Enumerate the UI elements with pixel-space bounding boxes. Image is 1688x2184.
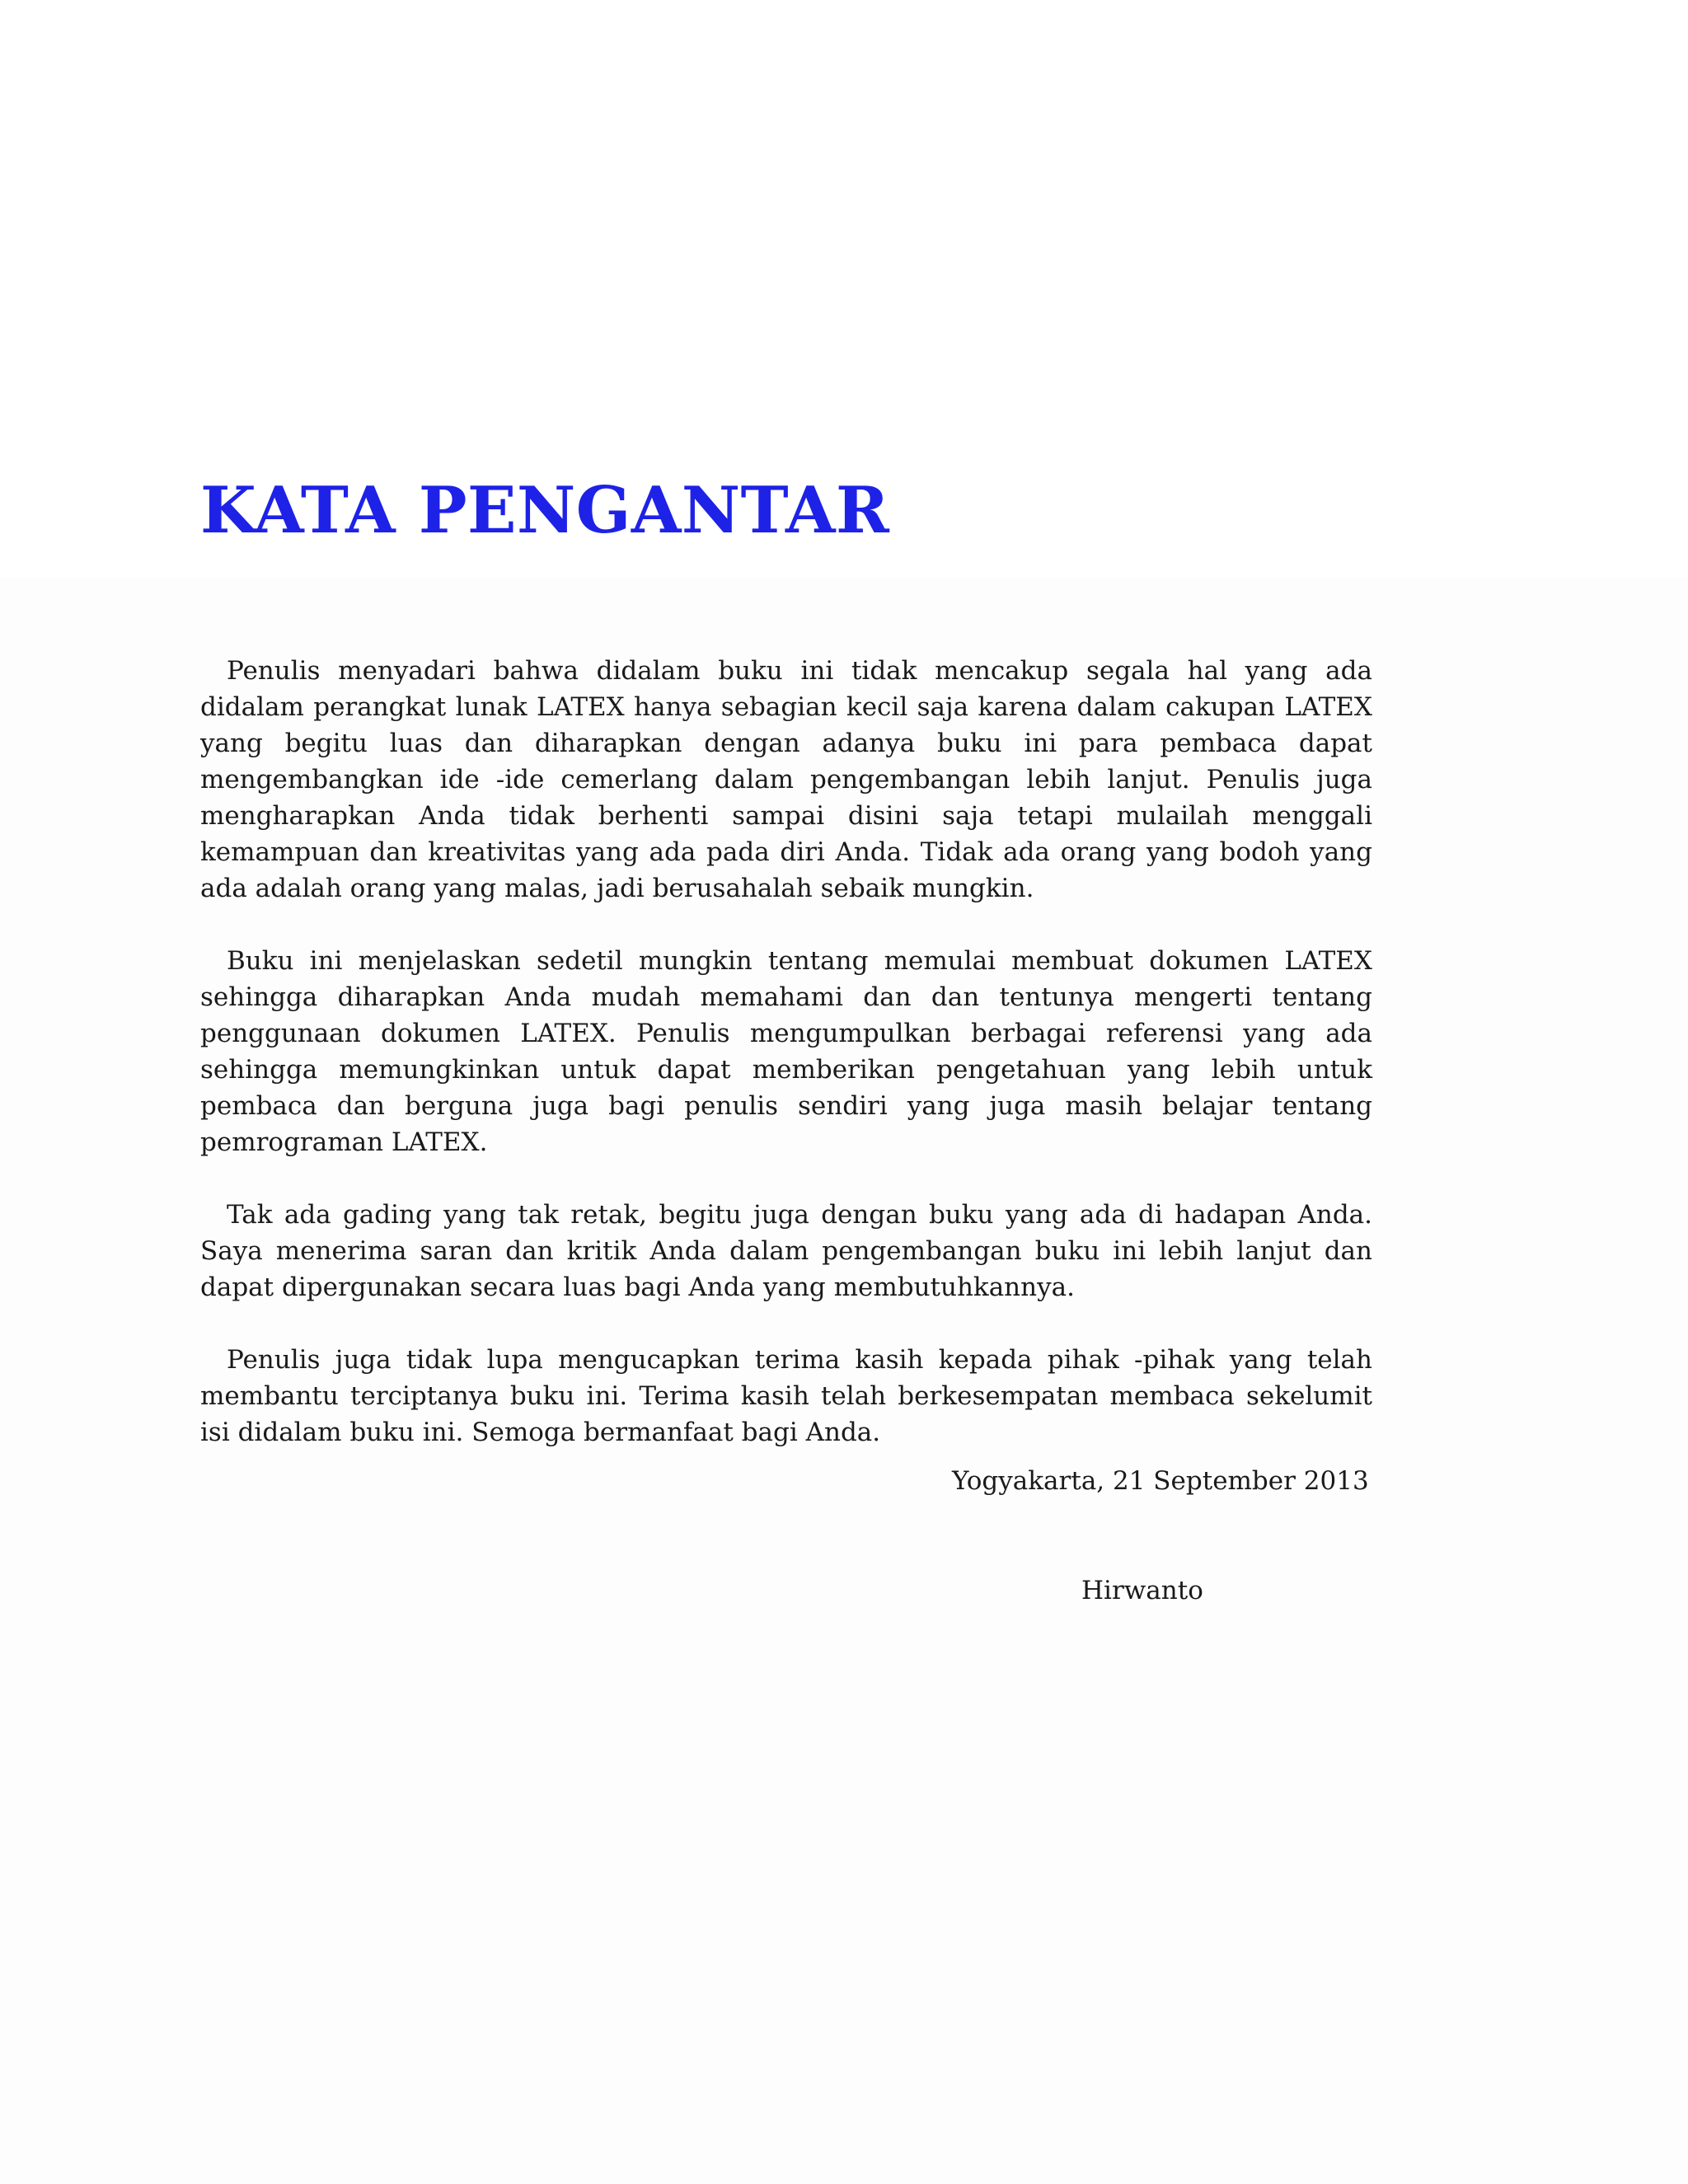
paragraph-4: Penulis juga tidak lupa mengucapkan terima kasih kepada pihak -pihak yang telah membantu terciptanya buku ini. Terima kasih telah berkesempatan membaca sekelumit isi didalam buku ini. Semoga bermanfaat bagi Anda.: [200, 1345, 1372, 1447]
page-title: KATA PENGANTAR: [200, 473, 890, 548]
body-text: [200, 653, 1372, 1487]
paragraph-3: Tak ada gading yang tak retak, begitu juga dengan buku yang ada di hadapan Anda. Saya menerima saran dan kritik Anda dalam pengembangan buku ini lebih lanjut dan dapat dipergunakan secara luas bagi Anda yang membutuhkannya.: [200, 1200, 1372, 1302]
paragraph-2: Buku ini menjelaskan sedetil mungkin tentang memulai membuat dokumen LATEX sehingga diharapkan Anda mudah memahami dan dan tentunya mengerti tentang penggunaan dokumen LATEX. Penulis mengumpulkan berbagai referensi yang ada sehingga memungkinkan untuk dapat memberikan pengetahuan yang lebih untuk pembaca dan berguna juga bagi penulis sendiri yang juga masih belajar tentang pemrograman LATEX.: [200, 946, 1372, 1157]
place-date: Yogyakarta, 21 September 2013: [952, 1466, 1369, 1496]
author-name: Hirwanto: [1081, 1576, 1203, 1605]
paragraph-1: Penulis menyadari bahwa didalam buku ini tidak mencakup segala hal yang ada didalam perangkat lunak LATEX hanya sebagian kecil saja karena dalam cakupan LATEX yang begitu luas dan diharapkan dengan adanya buku ini para pembaca dapat mengembangkan ide -ide cemerlang dalam pengembangan lebih lanjut. Penulis juga mengharapkan Anda tidak berhenti sampai disini saja tetapi mulailah menggali kemampuan dan kreativitas yang ada pada diri Anda. Tidak ada orang yang bodoh yang ada adalah orang yang malas, jadi berusahalah sebaik mungkin.: [200, 656, 1372, 903]
